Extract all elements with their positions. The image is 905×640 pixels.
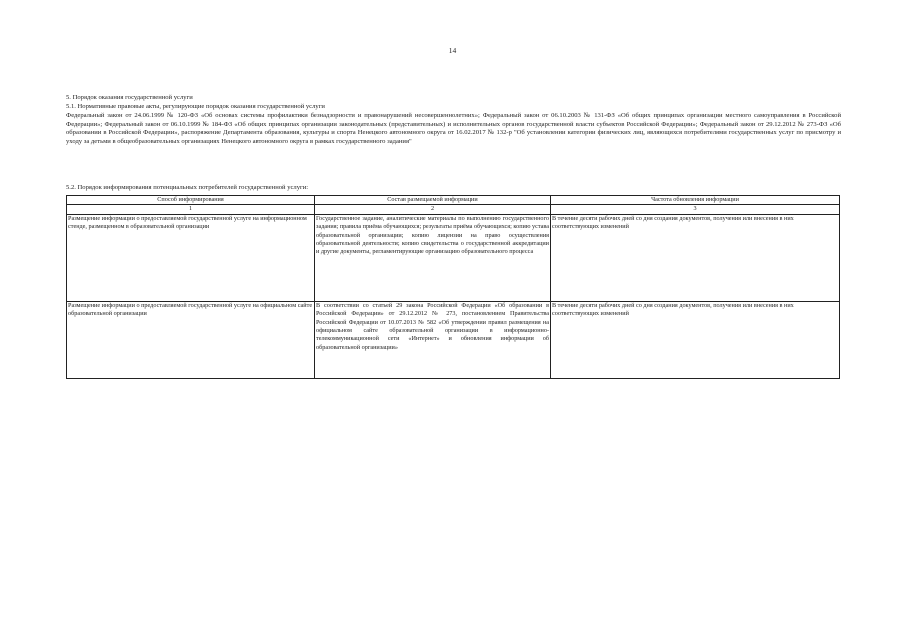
column-index-1: 1 <box>67 205 315 214</box>
table-row <box>67 301 840 378</box>
frequency-cell: В течение десяти рабочих дней со дня создания документов, получения или внесения в них соответствующих изменений <box>551 214 840 301</box>
table-title: 5.2. Порядок информирования потенциальных потребителей государственной услуги: <box>66 184 309 191</box>
page-number: 14 <box>448 46 457 55</box>
frequency-cell: В течение десяти рабочих дней со дня создания документов, получения или внесения в них соответствующих изменений <box>551 301 840 378</box>
section-heading: 5. Порядок оказания государственной услуги <box>66 94 193 101</box>
column-index-2: 2 <box>315 205 551 214</box>
header-frequency: Частота обновления информации <box>551 196 840 205</box>
table-row <box>67 214 840 301</box>
content-cell: Государственное задание, аналитические материалы по выполнению государственного задания; правила приёма обучающихся; результаты приёма обучающихся; копию устава образовательной организации; копию лицензии на право осуществления образовательной деятельности; копию свидетельства о государственной аккредитации и другие документы, регламентирующие организацию образовательного процесса <box>315 214 551 301</box>
normative-acts-paragraph: Федеральный закон от 24.06.1999 № 120-ФЗ «Об основах системы профилактики безнадзорности и правонарушений несовершеннолетних»; Федеральный закон от 06.10.2003 № 131-ФЗ «Об общих принципах организации местного самоуправления в Российской Федерации»; Федеральный закон от 06.10.1999 № 184-ФЗ «Об общих принципах организации законодательных (представительных) и исполнительных органов государственной власти субъектов Российской Федерации»; Федеральный закон от 29.12.2012 № 273-ФЗ «Об образовании в Российской Федерации», распоряжение Департамента образования, культуры и спорта Ненецкого автономного округа от 16.02.2017 № 132-р "Об установлении категории физических лиц, являющихся потребителями государственных услуг по присмотру и уходу за детьми в общеобразовательных организациях Ненецкого автономного округа в рамках государственного задания" <box>66 112 841 145</box>
column-index-row <box>67 205 840 214</box>
subsection-heading: 5.1. Нормативные правовые акты, регулирующие порядок оказания государственной услуги <box>66 103 325 110</box>
table-header-row <box>67 196 840 205</box>
method-cell: Размещение информации о предоставляемой государственной услуге на официальном сайте образовательной организации <box>67 301 315 378</box>
column-index-3: 3 <box>551 205 840 214</box>
header-method: Способ информирования <box>67 196 315 205</box>
content-cell: В соответствии со статьей 29 закона Российской Федерации «Об образовании в Российской Федерации» от 29.12.2012 № 273, постановлением Правительства Российской Федерации от 10.07.2013 № 582 «Об утверждении правил размещения на официальном сайте образовательной организации в информационно-телекоммуникационной сети «Интернет» и обновления информации об образовательной организации» <box>315 301 551 378</box>
header-content: Состав размещаемой информации <box>315 196 551 205</box>
information-table <box>66 195 840 379</box>
method-cell: Размещение информации о предоставляемой государственной услуге на информационном стенде, размещенном в образовательной организации <box>67 214 315 301</box>
